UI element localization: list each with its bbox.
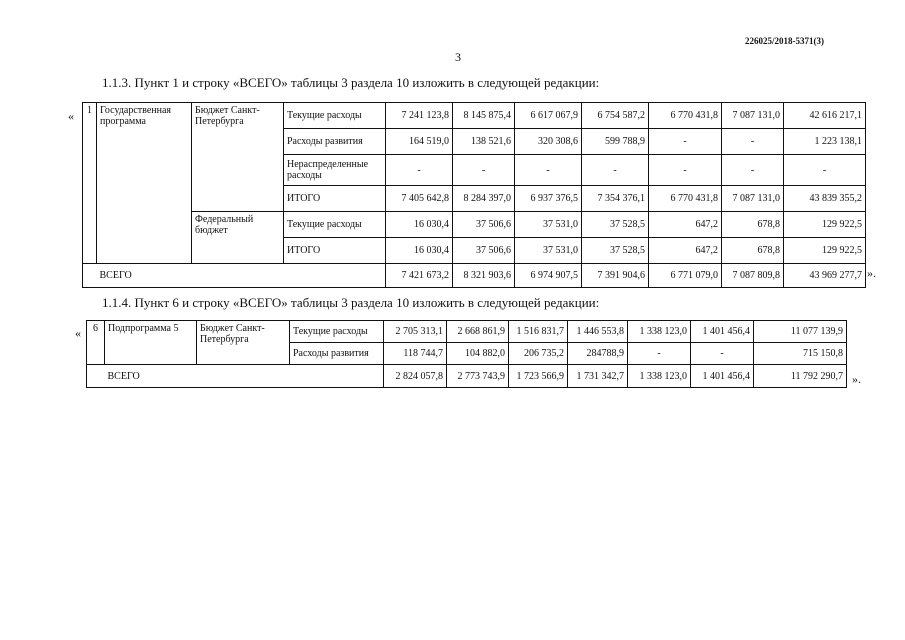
expense-type-cell: Текущие расходы xyxy=(290,321,384,343)
value-cell: 129 922,5 xyxy=(784,238,866,264)
value-cell: - xyxy=(649,155,722,186)
value-cell: 6 770 431,8 xyxy=(649,186,722,212)
total-value-cell: 1 723 566,9 xyxy=(509,365,568,388)
value-cell: 206 735,2 xyxy=(509,343,568,365)
value-cell: 11 077 139,9 xyxy=(754,321,847,343)
value-cell: 678,8 xyxy=(722,212,784,238)
value-cell: 104 882,0 xyxy=(447,343,509,365)
total-value-cell: 1 401 456,4 xyxy=(691,365,754,388)
value-cell: 129 922,5 xyxy=(784,212,866,238)
value-cell: 7 354 376,1 xyxy=(582,186,649,212)
total-value-cell: 2 773 743,9 xyxy=(447,365,509,388)
value-cell: 7 241 123,8 xyxy=(386,103,453,129)
total-value-cell: 7 421 673,2 xyxy=(386,264,453,288)
empty-cell xyxy=(87,365,105,388)
total-value-cell: 2 824 057,8 xyxy=(384,365,447,388)
budget-federal-cell: Федеральный бюджет xyxy=(192,212,284,264)
value-cell: 7 405 642,8 xyxy=(386,186,453,212)
expense-type-cell: Нераспределенные расходы xyxy=(284,155,386,186)
value-cell: 6 937 376,5 xyxy=(515,186,582,212)
value-cell: 6 617 067,9 xyxy=(515,103,582,129)
page-number: 3 xyxy=(455,50,461,64)
value-cell: 37 528,5 xyxy=(582,238,649,264)
value-cell: 715 150,8 xyxy=(754,343,847,365)
value-cell: - xyxy=(649,129,722,155)
expense-type-cell: Расходы развития xyxy=(284,129,386,155)
value-cell: 37 506,6 xyxy=(453,238,515,264)
total-value-cell: 6 974 907,5 xyxy=(515,264,582,288)
expense-type-cell: Расходы развития xyxy=(290,343,384,365)
value-cell: - xyxy=(582,155,649,186)
value-cell: 1 338 123,0 xyxy=(628,321,691,343)
value-cell: 43 839 355,2 xyxy=(784,186,866,212)
table-row xyxy=(87,321,847,343)
value-cell: 164 519,0 xyxy=(386,129,453,155)
value-cell: 37 528,5 xyxy=(582,212,649,238)
value-cell: 16 030,4 xyxy=(386,212,453,238)
value-cell: 6 770 431,8 xyxy=(649,103,722,129)
value-cell: 16 030,4 xyxy=(386,238,453,264)
table-row xyxy=(83,212,866,238)
budget-table-program-1 xyxy=(82,102,866,288)
budget-spb-cell: Бюджет Санкт-Петербурга xyxy=(197,321,290,365)
value-cell: - xyxy=(722,155,784,186)
total-value-cell: 8 321 903,6 xyxy=(453,264,515,288)
value-cell: 647,2 xyxy=(649,238,722,264)
value-cell: 647,2 xyxy=(649,212,722,238)
expense-type-cell: ИТОГО xyxy=(284,238,386,264)
total-label-cell: ВСЕГО xyxy=(97,264,386,288)
budget-spb-cell: Бюджет Санкт-Петербурга xyxy=(192,103,284,212)
value-cell: - xyxy=(386,155,453,186)
table-row-total xyxy=(87,365,847,388)
program-name-cell: Подпрограмма 5 xyxy=(105,321,197,365)
value-cell: 284788,9 xyxy=(568,343,628,365)
open-quote-1: « xyxy=(68,109,74,123)
total-label-cell: ВСЕГО xyxy=(105,365,384,388)
budget-table-subprogram-5 xyxy=(86,320,847,388)
value-cell: - xyxy=(628,343,691,365)
value-cell: 2 705 313,1 xyxy=(384,321,447,343)
value-cell: 1 223 138,1 xyxy=(784,129,866,155)
value-cell: 138 521,6 xyxy=(453,129,515,155)
value-cell: 678,8 xyxy=(722,238,784,264)
value-cell: - xyxy=(784,155,866,186)
value-cell: - xyxy=(453,155,515,186)
value-cell: 8 284 397,0 xyxy=(453,186,515,212)
value-cell: 1 516 831,7 xyxy=(509,321,568,343)
value-cell: 7 087 131,0 xyxy=(722,103,784,129)
expense-type-cell: Текущие расходы xyxy=(284,103,386,129)
expense-type-cell: Текущие расходы xyxy=(284,212,386,238)
total-value-cell: 1 338 123,0 xyxy=(628,365,691,388)
value-cell: 1 401 456,4 xyxy=(691,321,754,343)
expense-type-cell: ИТОГО xyxy=(284,186,386,212)
total-value-cell: 7 391 904,6 xyxy=(582,264,649,288)
value-cell: 320 308,6 xyxy=(515,129,582,155)
value-cell: 37 506,6 xyxy=(453,212,515,238)
close-quote-1: ». xyxy=(867,266,876,280)
total-value-cell: 43 969 277,7 xyxy=(784,264,866,288)
total-value-cell: 6 771 079,0 xyxy=(649,264,722,288)
row-number-cell: 1 xyxy=(83,103,97,264)
row-number-cell: 6 xyxy=(87,321,105,365)
value-cell: 118 744,7 xyxy=(384,343,447,365)
value-cell: 37 531,0 xyxy=(515,238,582,264)
total-value-cell: 11 792 290,7 xyxy=(754,365,847,388)
value-cell: 1 446 553,8 xyxy=(568,321,628,343)
document-number: 226025/2018-5371(3) xyxy=(745,36,824,46)
table-row-total xyxy=(83,264,866,288)
value-cell: 2 668 861,9 xyxy=(447,321,509,343)
section-heading-1-1-3: 1.1.3. Пункт 1 и строку «ВСЕГО» таблицы 3 раздела 10 изложить в следующей редакции: xyxy=(102,75,600,90)
value-cell: 42 616 217,1 xyxy=(784,103,866,129)
value-cell: - xyxy=(515,155,582,186)
close-quote-2: ». xyxy=(852,372,861,386)
value-cell: 8 145 875,4 xyxy=(453,103,515,129)
empty-cell xyxy=(83,264,97,288)
value-cell: 7 087 131,0 xyxy=(722,186,784,212)
total-value-cell: 1 731 342,7 xyxy=(568,365,628,388)
open-quote-2: « xyxy=(75,326,81,340)
value-cell: 6 754 587,2 xyxy=(582,103,649,129)
program-name-cell: Государственная программа xyxy=(97,103,192,264)
section-heading-1-1-4: 1.1.4. Пункт 6 и строку «ВСЕГО» таблицы 3 раздела 10 изложить в следующей редакции: xyxy=(102,295,600,310)
value-cell: - xyxy=(691,343,754,365)
value-cell: 599 788,9 xyxy=(582,129,649,155)
table-row xyxy=(83,103,866,129)
value-cell: - xyxy=(722,129,784,155)
total-value-cell: 7 087 809,8 xyxy=(722,264,784,288)
value-cell: 37 531,0 xyxy=(515,212,582,238)
